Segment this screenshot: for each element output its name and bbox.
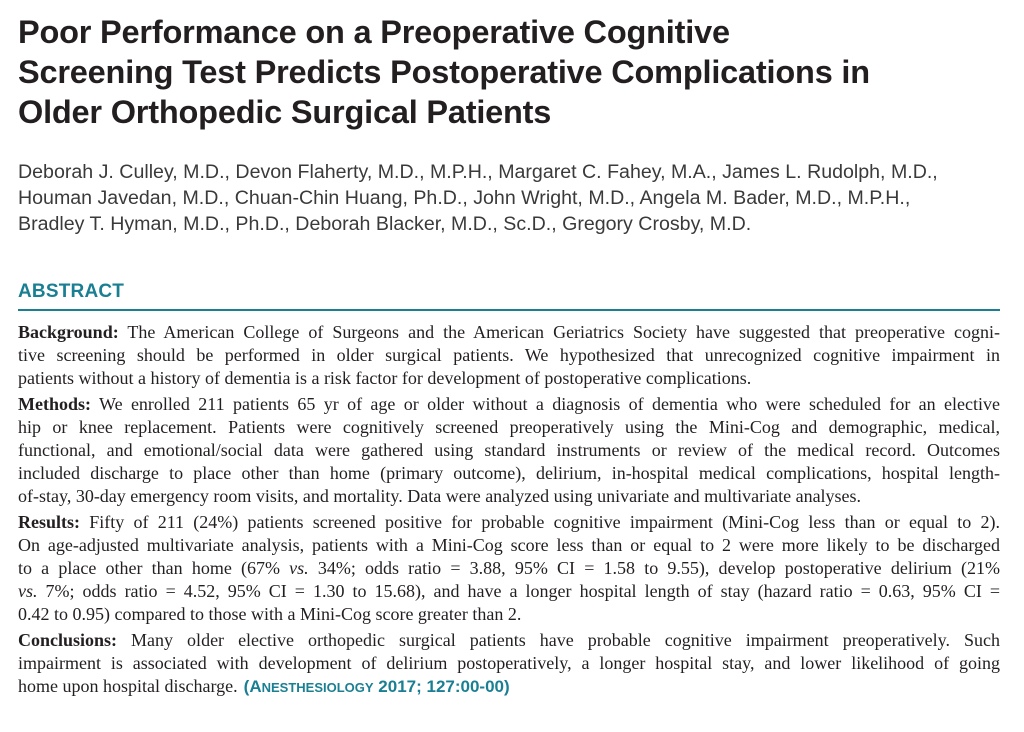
background-text: The American College of Surgeons and the American Geriatrics Society have suggested that preoperative cogni- [118,322,1000,342]
title-line: Older Orthopedic Surgical Patients [18,94,552,130]
conclusions-text: Many older elective orthopedic surgical patients have probable cognitive impairment preoperatively. Such [117,630,1000,650]
methods-text: We enrolled 211 patients 65 yr of age or older without a diagnosis of dementia who were scheduled for an elective [91,394,1000,414]
background-text: patients without a history of dementia is a risk factor for development of postoperative complications. [18,368,752,388]
conclusions-text: home upon hospital discharge. [18,676,238,696]
title-line: Screening Test Predicts Postoperative Complications in [18,54,870,90]
background-text: tive screening should be performed in older surgical patients. We hypothesized that unrecognized cognitive impairment in [18,345,1000,365]
versus-abbrev: vs. [18,581,38,601]
abstract-heading: ABSTRACT [18,281,1000,311]
abstract-body [18,321,1000,699]
author-line: Bradley T. Hyman, M.D., Ph.D., Deborah Blacker, M.D., Sc.D., Gregory Crosby, M.D. [18,213,752,235]
abstract-results [18,511,1000,626]
journal-name: NESTHESIOLOGY [261,680,374,695]
results-label: Results: [18,512,80,532]
results-text: Fifty of 211 (24%) patients screened positive for probable cognitive impairment (Mini-Cog less than or equal to 2). [80,512,1000,532]
methods-label: Methods: [18,394,91,414]
journal-citation: (ANESTHESIOLOGY 2017; 127:00-00) [243,677,510,696]
abstract-methods [18,393,1000,508]
author-list [18,159,1000,237]
results-text: On age-adjusted multivariate analysis, patients with a Mini-Cog score less than or equal to 2 were more likely to be discharged [18,535,1000,555]
abstract-background [18,321,1000,390]
methods-text: of-stay, 30-day emergency room visits, and mortality. Data were analyzed using univariate and multivariate analyses. [18,486,862,506]
journal-initial: A [249,677,262,696]
author-line: Houman Javedan, M.D., Chuan-Chin Huang, Ph.D., John Wright, M.D., Angela M. Bader, M.D., M.P.H., [18,187,911,209]
results-text: 7%; odds ratio = 4.52, 95% CI = 1.30 to 15.68), and have a longer hospital length of stay (hazard ratio = 0.63, 95% CI = [37,581,1000,601]
results-text: 34%; odds ratio = 3.88, 95% CI = 1.58 to 9.55), develop postoperative delirium (21% [308,558,1001,578]
abstract-conclusions [18,629,1000,699]
article-title [18,12,1000,132]
author-line: Deborah J. Culley, M.D., Devon Flaherty, M.D., M.P.H., Margaret C. Fahey, M.A., James L. Rudolph, M.D., [18,161,938,183]
results-text: 0.42 to 0.95) compared to those with a Mini-Cog score greater than 2. [18,604,522,624]
title-line: Poor Performance on a Preoperative Cognitive [18,14,730,50]
methods-text: included discharge to place other than home (primary outcome), delirium, in-hospital medical complications, hospital length- [18,463,1000,483]
methods-text: functional, and emotional/social data were gathered using standard instruments or review of the medical record. Outcomes [18,440,1000,460]
citation-details: 2017; 127:00-00) [373,677,510,696]
conclusions-label: Conclusions: [18,630,118,650]
methods-text: hip or knee replacement. Patients were cognitively screened preoperatively using the Mini-Cog and demographic, medical, [18,417,1000,437]
results-text: to a place other than home (67% [18,558,290,578]
conclusions-text: impairment is associated with development of delirium postoperatively, a longer hospital stay, and lower likelihood of going [18,653,1000,673]
versus-abbrev: vs. [289,558,309,578]
background-label: Background: [18,322,119,342]
article-page [18,0,1000,702]
